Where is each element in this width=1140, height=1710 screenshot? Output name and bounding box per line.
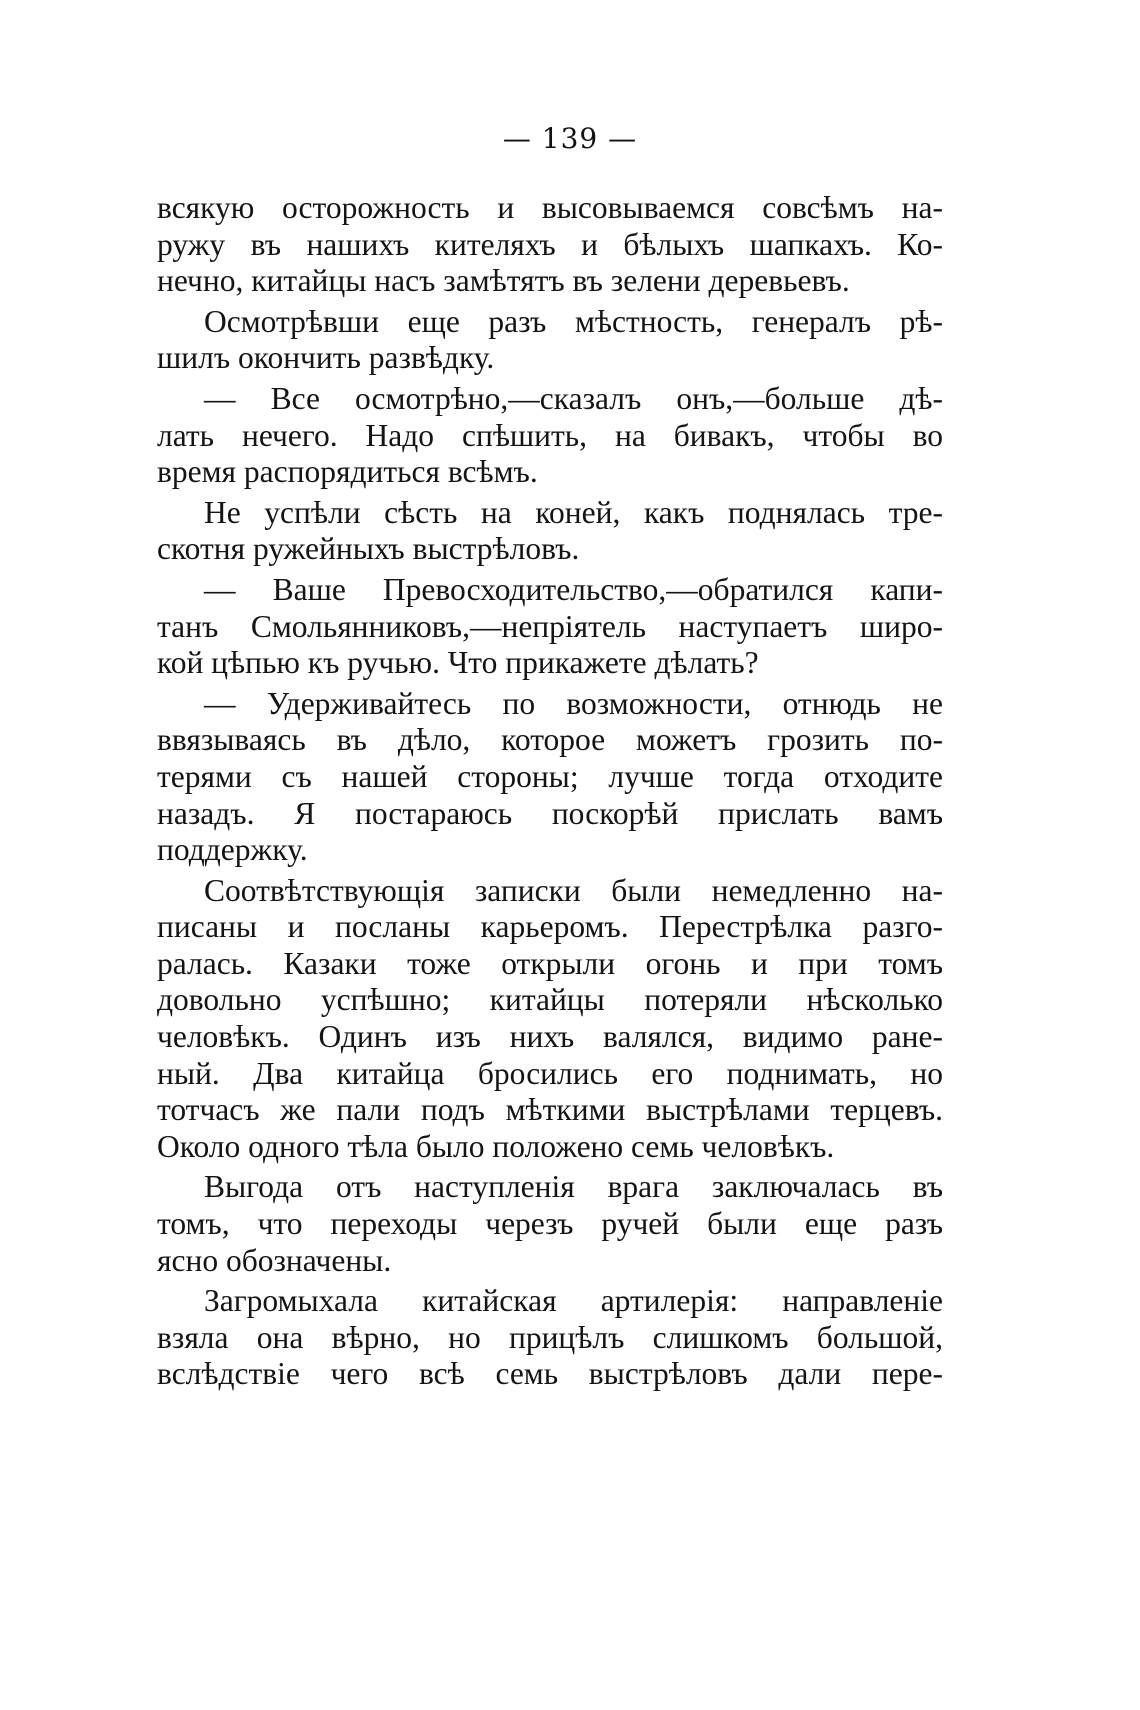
paragraph	[157, 190, 943, 300]
text-line: нечно, китайцы насъ замѣтятъ въ зелени деревьевъ.	[157, 263, 850, 299]
text-line: человѣкъ. Одинъ изъ нихъ валялся, видимо ране-	[157, 1019, 943, 1055]
text-line: писаны и посланы карьеромъ. Перестрѣлка разго-	[157, 909, 943, 945]
text-line: томъ, что переходы черезъ ручей были еще разъ	[157, 1206, 943, 1242]
paragraph	[157, 686, 943, 869]
text-line: Осмотрѣвши еще разъ мѣстность, генералъ рѣ-	[204, 303, 943, 339]
text-line: ралась. Казаки тоже открыли огонь и при томъ	[157, 945, 943, 981]
text-line: Не успѣли сѣсть на коней, какъ поднялась тре-	[204, 494, 943, 530]
text-line: ввязываясь въ дѣло, которое можетъ грозить по-	[157, 722, 943, 758]
text-line: — Ваше Превосходительство,—обратился капи-	[204, 571, 943, 607]
text-line: вслѣдствіе чего всѣ семь выстрѣловъ дали пере-	[157, 1356, 943, 1392]
text-line: терями съ нашей стороны; лучше тогда отходите	[157, 758, 943, 794]
text-line: ный. Два китайца бросились его поднимать, но	[157, 1055, 943, 1091]
text-line: взяла она вѣрно, но прицѣлъ слишкомъ большой,	[157, 1319, 943, 1355]
text-line: Выгода отъ наступленія врага заключалась въ	[204, 1169, 943, 1205]
text-line: — Удерживайтесь по возможности, отнюдь не	[204, 685, 943, 721]
text-line: ясно обозначены.	[157, 1242, 392, 1278]
text-line: танъ Смольянниковъ,—непріятель наступаетъ широ-	[157, 608, 943, 644]
text-line: ружу въ нашихъ кителяхъ и бѣлыхъ шапкахъ. Ко-	[157, 226, 943, 262]
paragraph	[157, 495, 943, 568]
paragraph	[157, 381, 943, 491]
text-line: кой цѣпью къ ручью. Что прикажете дѣлать?	[157, 645, 759, 681]
text-line: — Все осмотрѣно,—сказалъ онъ,—больше дѣ-	[204, 380, 943, 416]
text-line: всякую осторожность и высовываемся совсѣмъ на-	[157, 190, 943, 225]
paragraph	[157, 304, 943, 377]
text-line: Около одного тѣла было положено семь человѣкъ.	[157, 1128, 835, 1164]
body-text	[157, 190, 943, 1397]
paragraph	[157, 873, 943, 1166]
paragraph	[157, 1283, 943, 1393]
text-line: Загромыхала китайская артилерія: направленіе	[204, 1283, 943, 1319]
text-line: довольно успѣшно; китайцы потеряли нѣсколько	[157, 982, 943, 1018]
paragraph	[157, 1169, 943, 1279]
text-line: тотчасъ же пали подъ мѣткими выстрѣлами терцевъ.	[157, 1092, 943, 1128]
text-line: время распорядиться всѣмъ.	[157, 454, 538, 490]
text-line: поддержку.	[157, 832, 308, 868]
paragraph	[157, 572, 943, 682]
text-line: лать нечего. Надо спѣшить, на бивакъ, чтобы во	[157, 417, 943, 453]
text-line: скотня ружейныхъ выстрѣловъ.	[157, 531, 580, 567]
text-line: шилъ окончить развѣдку.	[157, 340, 495, 376]
page-number: — 139 —	[502, 122, 638, 155]
text-line: Соотвѣтствующія записки были немедленно на-	[204, 872, 943, 908]
text-line: назадъ. Я постараюсь поскорѣй прислать вамъ	[157, 795, 943, 831]
